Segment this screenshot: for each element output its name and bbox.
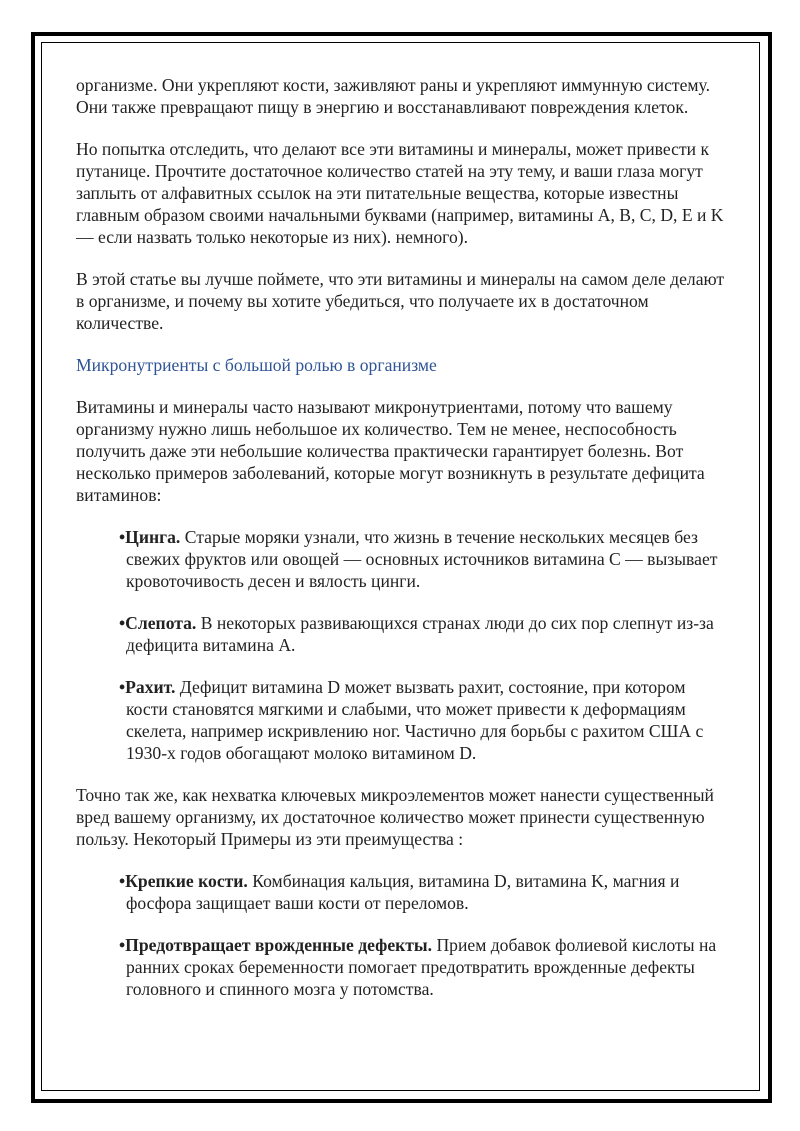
- benefits-paragraph: Точно так же, как нехватка ключевых микроэлементов может нанести существенный вред вашему организму, их достаточное количество может принести существенную пользу. Некоторый Примеры из эти преимущества :: [76, 785, 714, 849]
- document-body: [76, 74, 726, 1020]
- list-item: [76, 934, 726, 1000]
- bullet-icon: •: [119, 527, 126, 547]
- list-item-text: В некоторых развивающихся странах люди до сих пор слепнут из-за дефицита витамина А.: [126, 613, 714, 655]
- list-item: [76, 676, 726, 764]
- section-heading: Микронутриенты с большой ролью в организме: [76, 355, 437, 375]
- list-item-term: Предотвращает врожденные дефекты.: [125, 935, 433, 955]
- list-item-text: Дефицит витамина D может вызвать рахит, состояние, при котором кости становятся мягкими и слабыми, что может привести к деформациям скелета, например искривлению ног. Частично для борьбы с рахитом США с 1930-х годов обогащают молоко витамином D.: [126, 677, 704, 763]
- list-item: [76, 526, 726, 592]
- list-item-term: Крепкие кости.: [125, 871, 248, 891]
- list-item: [76, 612, 726, 656]
- bullet-icon: •: [119, 677, 126, 697]
- list-item: [76, 870, 726, 914]
- intro-paragraph: Витамины и минералы часто называют микронутриентами, потому что вашему организму нужно лишь небольшое их количество. Тем не менее, неспособность получить даже эти небольшие количества практически гарантирует болезнь. Вот несколько примеров заболеваний, которые могут возникнуть в результате дефицита витаминов:: [76, 397, 705, 505]
- list-item-term: Слепота.: [125, 613, 197, 633]
- list-item-term: Рахит.: [125, 677, 176, 697]
- benefits-list: [76, 870, 726, 1000]
- bullet-icon: •: [119, 935, 126, 955]
- list-item-text: Комбинация кальция, витамина D, витамина K, магния и фосфора защищает ваши кости от переломов.: [126, 871, 680, 913]
- paragraph: В этой статье вы лучше поймете, что эти витамины и минералы на самом деле делают в организме, и почему вы хотите убедиться, что получаете их в достаточном количестве.: [76, 269, 725, 333]
- paragraph: Но попытка отследить, что делают все эти витамины и минералы, может привести к путанице. Прочтите достаточное количество статей на эту тему, и ваши глаза могут заплыть от алфавитных ссылок на эти питательные вещества, которые известны главным образом своими начальными буквами (например, витамины A, B, C, D, E и K — если назвать только некоторые из них). немного).: [76, 139, 724, 247]
- bullet-icon: •: [119, 871, 126, 891]
- list-item-text: Прием добавок фолиевой кислоты на ранних сроках беременности помогает предотвратить врожденные дефекты головного и спинного мозга у потомства.: [126, 935, 717, 999]
- list-item-text: Старые моряки узнали, что жизнь в течение нескольких месяцев без свежих фруктов или овощей — основных источников витамина C — вызывает кровоточивость десен и вялость цинги.: [126, 527, 718, 591]
- bullet-icon: •: [119, 613, 126, 633]
- list-item-term: Цинга.: [125, 527, 181, 547]
- paragraph: организме. Они укрепляют кости, заживляют раны и укрепляют иммунную систему. Они также превращают пищу в энергию и восстанавливают повреждения клеток.: [76, 75, 710, 117]
- deficiency-list: [76, 526, 726, 764]
